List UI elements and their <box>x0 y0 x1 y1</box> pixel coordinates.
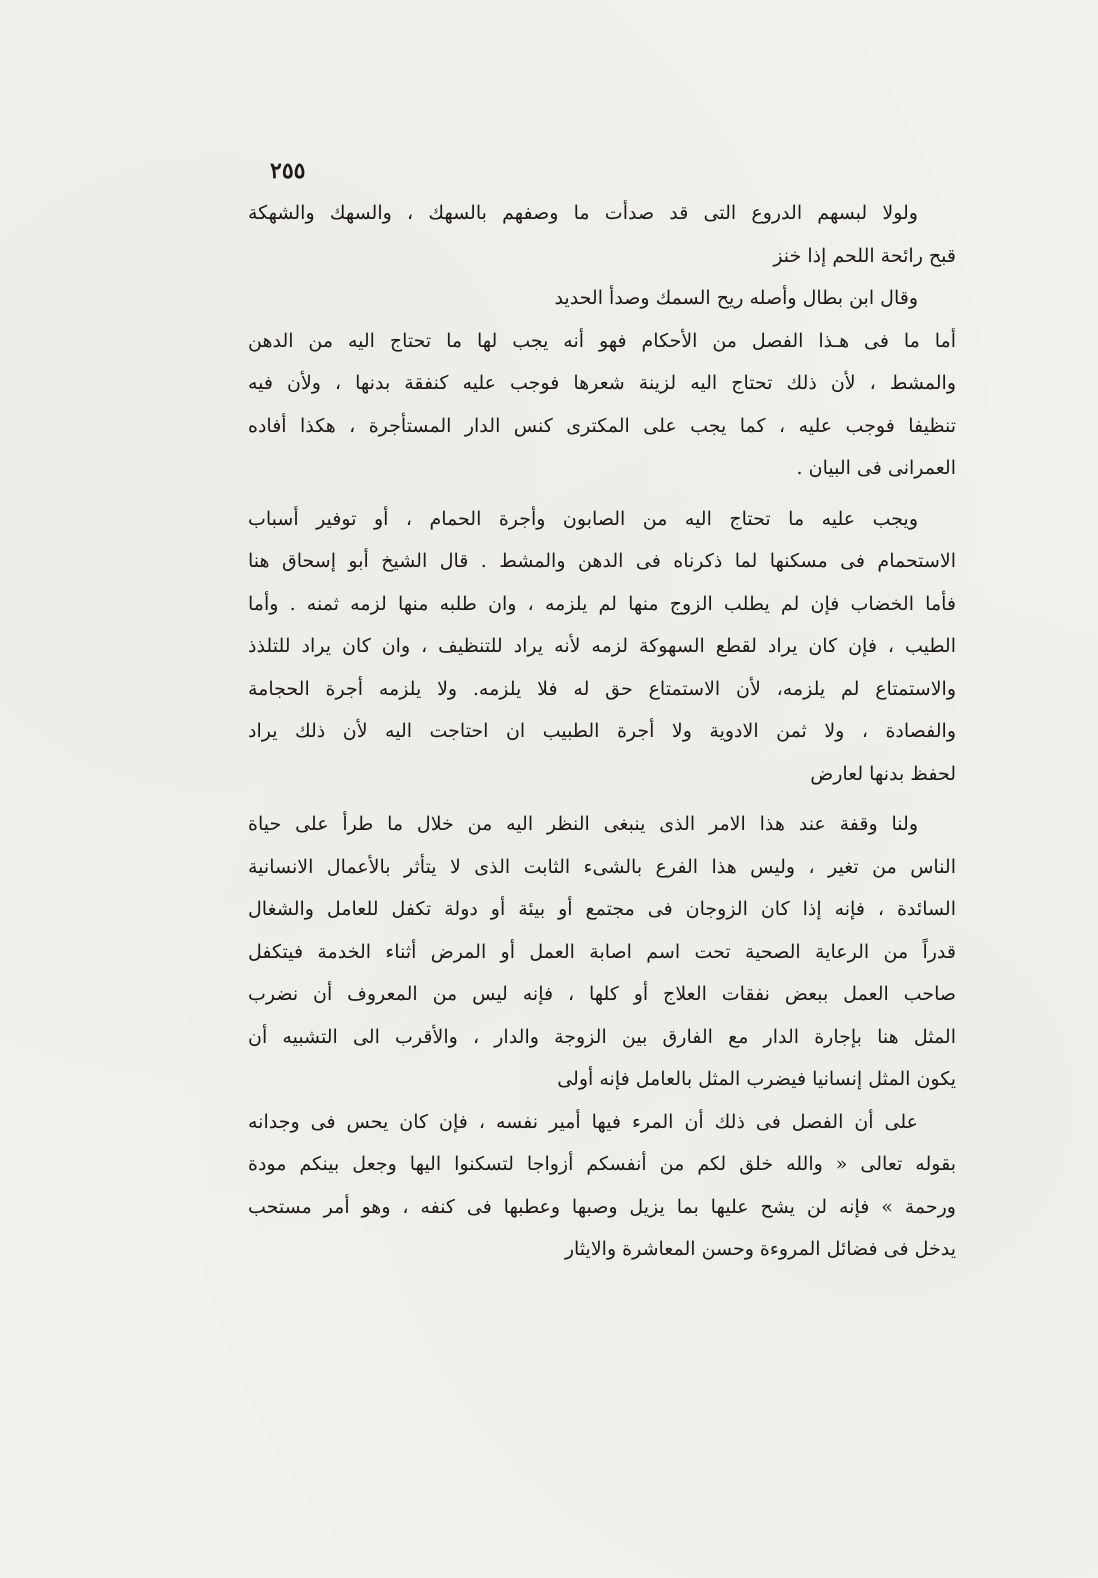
text-line: الناس من تغير ، وليس هذا الفرع بالشىء الثابت الذى لا يتأثر بالأعمال الانسانية <box>248 855 956 878</box>
text-line: وقال ابن بطال وأصله ريح السمك وصدأ الحديد <box>554 287 918 309</box>
text-line: والمشط ، لأن ذلك تحتاج اليه لزينة شعرها فوجب عليه كنفقة بدنها ، ولأن فيه <box>248 372 956 394</box>
text-line: الاستحمام فى مسكنها لما ذكرناه فى الدهن والمشط . قال الشيخ أبو إسحاق هنا <box>248 550 956 572</box>
paragraph <box>248 277 956 320</box>
text-line: على أن الفصل فى ذلك أن المرء فيها أمير نفسه ، فإن كان يحس فى وجدانه <box>248 1110 918 1133</box>
text-line: ولولا لبسهم الدروع التى قد صدأت ما وصفهم بالسهك ، والسهك والشهكة <box>248 202 918 224</box>
page-number: ٢٥٥ <box>270 158 306 184</box>
body-text <box>248 192 956 1271</box>
text-line: بقوله تعالى « والله خلق لكم من أنفسكم أزواجا لتسكنوا اليها وجعل بينكم مودة <box>248 1153 956 1175</box>
text-line: ولنا وقفة عند هذا الامر الذى ينبغى النظر اليه من خلال ما طرأ على حياة <box>248 813 918 835</box>
text-line: والاستمتاع لم يلزمه، لأن الاستمتاع حق له فلا يلزمه. ولا يلزمه أجرة الحجامة <box>248 677 956 700</box>
text-line: يكون المثل إنسانيا فيضرب المثل بالعامل فإنه أولى <box>557 1068 956 1090</box>
paragraph <box>248 320 956 490</box>
text-line: لحفظ بدنها لعارض <box>810 762 956 785</box>
text-line: السائدة ، فإنه إذا كان الزوجان فى مجتمع أو بيئة أو دولة تكفل للعامل والشغال <box>248 898 956 920</box>
text-line: المثل هنا بإجارة الدار مع الفارق بين الزوجة والدار ، والأقرب الى التشبيه أن <box>248 1025 956 1048</box>
text-line: يدخل فى فضائل المروءة وحسن المعاشرة والايثار <box>564 1238 956 1260</box>
paragraph <box>248 1101 956 1271</box>
text-line: ويجب عليه ما تحتاج اليه من الصابون وأجرة الحمام ، أو توفير أسباب <box>248 507 918 530</box>
text-line: قدراً من الرعاية الصحية تحت اسم اصابة العمل أو المرض أثناء الخدمة فيتكفل <box>248 940 956 963</box>
text-line: صاحب العمل ببعض نفقات العلاج أو كلها ، فإنه ليس من المعروف أن نضرب <box>248 983 956 1005</box>
text-line: فأما الخضاب فإن لم يطلب الزوج منها لم يلزمه ، وان طلبه منها لزمه ثمنه . وأما <box>248 592 956 615</box>
text-line: العمرانى فى البيان . <box>796 457 956 479</box>
text-line: أما ما فى هـذا الفصل من الأحكام فهو أنه يجب لها ما تحتاج اليه من الدهن <box>248 329 956 352</box>
text-line: تنظيفا فوجب عليه ، كما يجب على المكترى كنس الدار المستأجرة ، هكذا أفاده <box>248 414 956 437</box>
text-line: والفصادة ، ولا ثمن الادوية ولا أجرة الطبيب ان احتاجت اليه لأن ذلك يراد <box>248 720 956 742</box>
text-line: قبح رائحة اللحم إذا خنز <box>773 244 956 267</box>
paragraph <box>248 498 956 796</box>
text-line: ورحمة » فإنه لن يشح عليها بما يزيل وصبها وعطبها فى كنفه ، وهو أمر مستحب <box>248 1195 956 1218</box>
text-line: الطيب ، فإن كان يراد لقطع السهوكة لزمه لأنه يراد للتنظيف ، وان كان يراد للتلذذ <box>248 635 956 657</box>
paragraph <box>248 192 956 277</box>
paragraph <box>248 803 956 1101</box>
